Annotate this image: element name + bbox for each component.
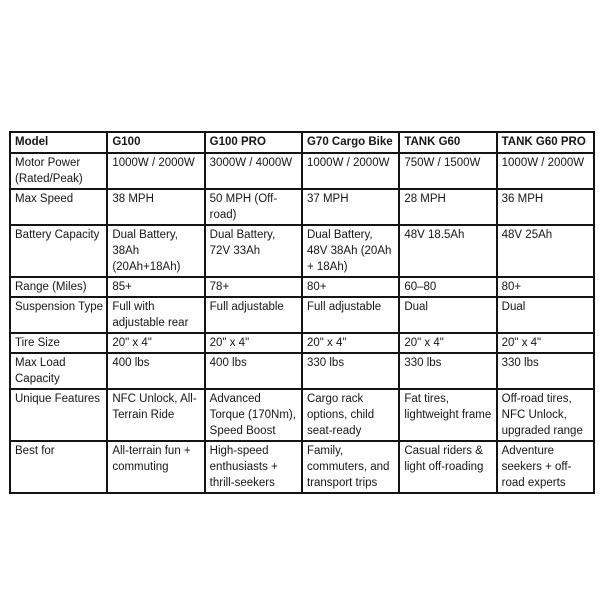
- column-header-tank-g60-pro: TANK G60 PRO: [497, 132, 594, 153]
- spec-cell: Full with adjustable rear: [107, 297, 204, 333]
- spec-cell: Dual Battery, 72V 33Ah: [205, 225, 302, 277]
- spec-cell: 80+: [302, 277, 399, 297]
- spec-cell: Full adjustable: [205, 297, 302, 333]
- spec-cell: Advanced Torque (170Nm), Speed Boost: [205, 389, 302, 441]
- table-row: [10, 333, 594, 353]
- column-header-tank-g60: TANK G60: [399, 132, 496, 153]
- table-header: [10, 132, 594, 153]
- spec-cell: Dual: [497, 297, 594, 333]
- spec-cell: 3000W / 4000W: [205, 153, 302, 189]
- spec-cell: 85+: [107, 277, 204, 297]
- spec-cell: 37 MPH: [302, 189, 399, 225]
- spec-cell: 80+: [497, 277, 594, 297]
- spec-cell: 400 lbs: [205, 353, 302, 389]
- row-label: Range (Miles): [10, 277, 107, 297]
- column-header-g70-cargo-bike: G70 Cargo Bike: [302, 132, 399, 153]
- table-row: [10, 189, 594, 225]
- row-label: Max Speed: [10, 189, 107, 225]
- spec-cell: 28 MPH: [399, 189, 496, 225]
- table-row: [10, 297, 594, 333]
- spec-cell: 20" x 4": [302, 333, 399, 353]
- row-label: Max Load Capacity: [10, 353, 107, 389]
- spec-cell: Cargo rack options, child seat-ready: [302, 389, 399, 441]
- spec-cell: 20" x 4": [497, 333, 594, 353]
- spec-cell: Family, commuters, and transport trips: [302, 441, 399, 493]
- table-row: [10, 353, 594, 389]
- row-label: Battery Capacity: [10, 225, 107, 277]
- spec-cell: NFC Unlock, All-Terrain Ride: [107, 389, 204, 441]
- spec-cell: 50 MPH (Off-road): [205, 189, 302, 225]
- row-label: Tire Size: [10, 333, 107, 353]
- spec-cell: Casual riders & light off-roading: [399, 441, 496, 493]
- spec-cell: Dual: [399, 297, 496, 333]
- spec-cell: 330 lbs: [399, 353, 496, 389]
- spec-cell: 36 MPH: [497, 189, 594, 225]
- table-row: [10, 225, 594, 277]
- spec-cell: 20" x 4": [107, 333, 204, 353]
- ebike-comparison-table: [9, 131, 595, 494]
- row-label: Motor Power (Rated/Peak): [10, 153, 107, 189]
- spec-cell: 20" x 4": [399, 333, 496, 353]
- spec-cell: 20" x 4": [205, 333, 302, 353]
- spec-cell: All-terrain fun + commuting: [107, 441, 204, 493]
- table-body: [10, 153, 594, 493]
- spec-cell: 750W / 1500W: [399, 153, 496, 189]
- spec-cell: 78+: [205, 277, 302, 297]
- spec-cell: Full adjustable: [302, 297, 399, 333]
- spec-cell: Off-road tires, NFC Unlock, upgraded range: [497, 389, 594, 441]
- table-row: [10, 389, 594, 441]
- table-row: [10, 441, 594, 493]
- spec-cell: 48V 25Ah: [497, 225, 594, 277]
- spec-cell: 330 lbs: [497, 353, 594, 389]
- row-label: Unique Features: [10, 389, 107, 441]
- spec-cell: Fat tires, lightweight frame: [399, 389, 496, 441]
- spec-cell: 1000W / 2000W: [302, 153, 399, 189]
- table-row: [10, 153, 594, 189]
- spec-cell: Dual Battery, 38Ah (20Ah+18Ah): [107, 225, 204, 277]
- table-row: [10, 277, 594, 297]
- spec-cell: 400 lbs: [107, 353, 204, 389]
- spec-cell: 38 MPH: [107, 189, 204, 225]
- spec-cell: Dual Battery, 48V 38Ah (20Ah + 18Ah): [302, 225, 399, 277]
- spec-cell: 48V 18.5Ah: [399, 225, 496, 277]
- row-label: Suspension Type: [10, 297, 107, 333]
- spec-cell: 330 lbs: [302, 353, 399, 389]
- column-header-g100: G100: [107, 132, 204, 153]
- spec-cell: Adventure seekers + off-road experts: [497, 441, 594, 493]
- spec-cell: 1000W / 2000W: [497, 153, 594, 189]
- spec-cell: 1000W / 2000W: [107, 153, 204, 189]
- column-header-model: Model: [10, 132, 107, 153]
- header-row: [10, 132, 594, 153]
- column-header-g100-pro: G100 PRO: [205, 132, 302, 153]
- spec-cell: High-speed enthusiasts + thrill-seekers: [205, 441, 302, 493]
- row-label: Best for: [10, 441, 107, 493]
- spec-cell: 60–80: [399, 277, 496, 297]
